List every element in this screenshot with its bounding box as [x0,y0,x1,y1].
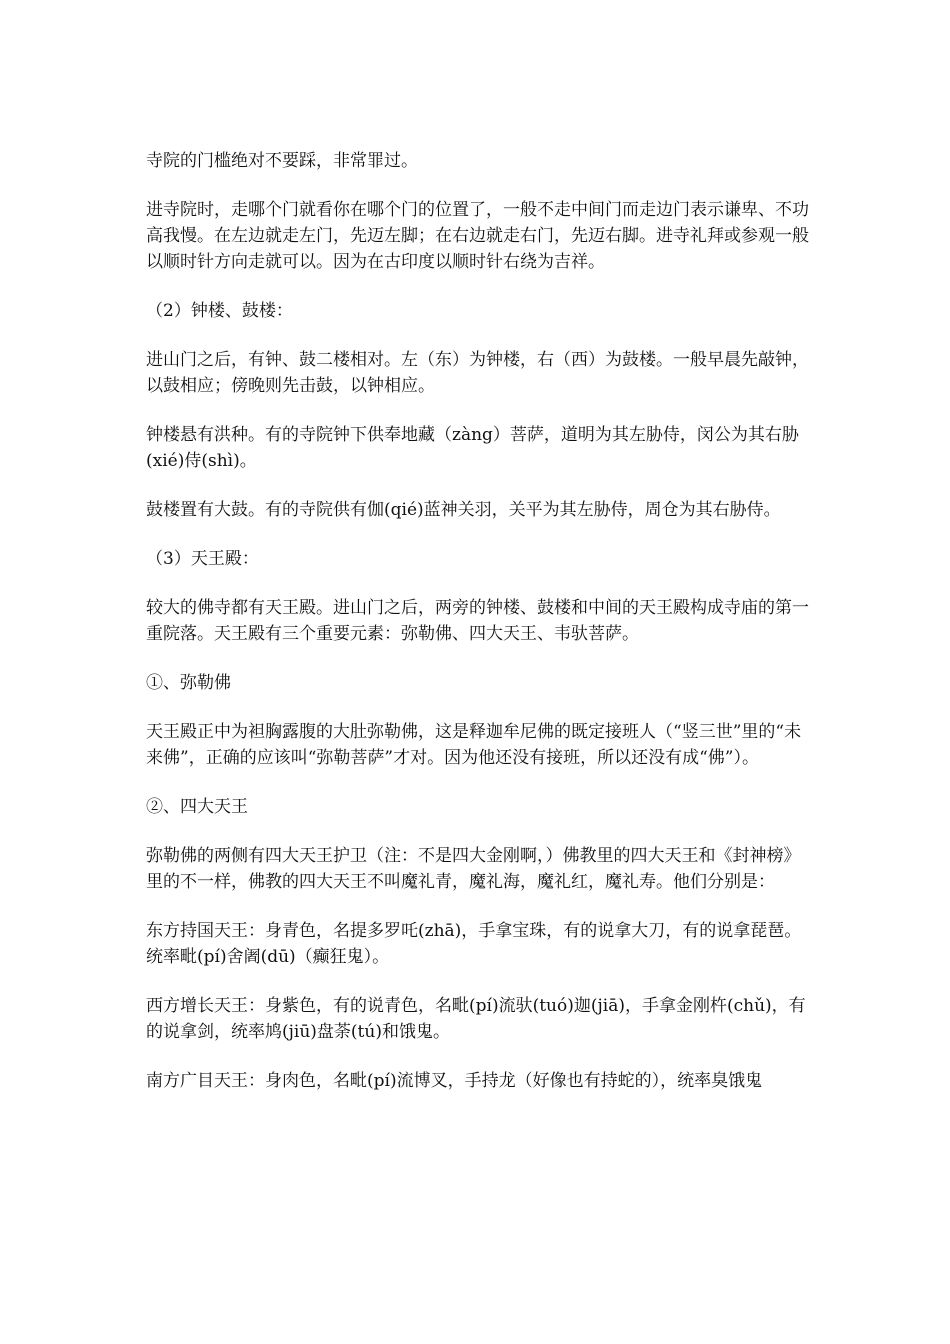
heading-maitreya: ①、弥勒佛 [146,673,231,693]
heading-bell-drum-towers: （2）钟楼、鼓楼： [146,301,293,321]
paragraph-heavenly-kings-hall: 较大的佛寺都有天王殿。进山门之后，两旁的钟楼、鼓楼和中间的天王殿构成寺庙的第一重院落。天王殿有三个重要元素：弥勒佛、四大天王、韦驮菩萨。 [146,598,809,644]
paragraph-drum-tower: 鼓楼置有大鼓。有的寺院供有伽(qié)蓝神关羽，关平为其左胁侍，周仓为其右胁侍。 [146,500,781,520]
heading-heavenly-kings-hall: （3）天王殿： [146,549,259,569]
paragraph-west-king: 西方增长天王：身紫色，有的说青色，名毗(pí)流驮(tuó)迦(jiā)，手拿金刚杵(chǔ)，有的说拿剑，统率鸠(jiū)盘荼(tú)和饿鬼。 [146,996,806,1042]
paragraph-bell-drum-towers: 进山门之后，有钟、鼓二楼相对。左（东）为钟楼，右（西）为鼓楼。一般早晨先敲钟，以鼓相应；傍晚则先击鼓，以钟相应。 [146,350,809,396]
paragraph-four-heavenly-kings: 弥勒佛的两侧有四大天王护卫（注：不是四大金刚啊，）佛教里的四大天王和《封神榜》里的不一样，佛教的四大天王不叫魔礼青，魔礼海，魔礼红，魔礼寿。他们分别是： [146,846,801,892]
paragraph-entering-temple: 进寺院时，走哪个门就看你在哪个门的位置了，一般不走中间门而走边门表示谦卑、不功高我慢。在左边就走左门，先迈左脚；在右边就走右门，先迈右脚。进寺礼拜或参观一般以顺时针方向走就可以。因为在古印度以顺时针右绕为吉祥。 [146,200,809,272]
document-body [146,148,814,1117]
paragraph-east-king: 东方持国天王：身青色，名提多罗吒(zhā)，手拿宝珠，有的说拿大刀，有的说拿琵琶。统率毗(pí)舍阇(dū)（癫狂鬼）。 [146,921,802,967]
paragraph-maitreya: 天王殿正中为袒胸露腹的大肚弥勒佛，这是释迦牟尼佛的既定接班人（“竖三世”里的“未来佛”，正确的应该叫“弥勒菩萨”才对。因为他还没有接班，所以还没有成“佛”）。 [146,722,802,768]
paragraph-bell-tower: 钟楼悬有洪种。有的寺院钟下供奉地藏（zàng）菩萨，道明为其左胁侍，闵公为其右胁(xié)侍(shì)。 [146,425,799,471]
paragraph-threshold: 寺院的门槛绝对不要踩，非常罪过。 [146,151,418,171]
heading-four-heavenly-kings: ②、四大天王 [146,797,248,817]
paragraph-south-king: 南方广目天王：身肉色，名毗(pí)流博叉，手持龙（好像也有持蛇的），统率臭饿鬼 [146,1071,763,1091]
